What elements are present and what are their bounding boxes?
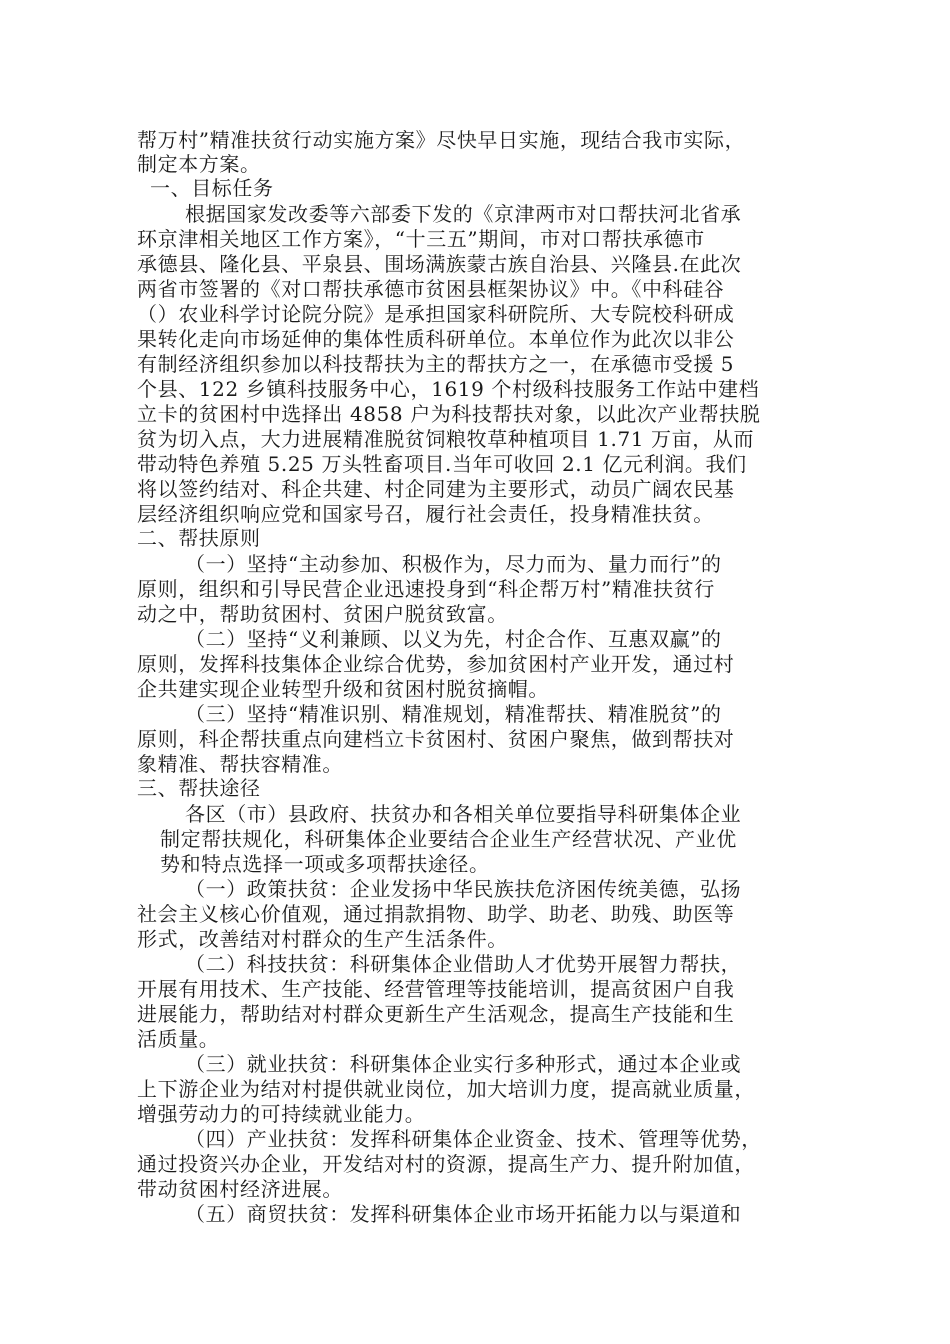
body-text-line: 通过投资兴办企业，开发结对村的资源，提高生产力、提升附加值，: [137, 1152, 755, 1176]
body-text-line: 帮万村”精准扶贫行动实施方案》尽快早日实施，现结合我市实际，: [137, 128, 746, 152]
body-text-line: 开展有用技术、生产技能、经营管理等技能培训，提高贫困户自我: [137, 977, 735, 1001]
body-text-line: 制定帮扶规化，科研集体企业要结合企业生产经营状况、产业优: [160, 827, 737, 851]
body-text-line: 果转化走向市场延伸的集体性质科研单位。本单位作为此次以非公: [137, 327, 735, 351]
body-text-line: 势和特点选择一项或多项帮扶途径。: [160, 852, 490, 876]
paragraph-first-line: （一）坚持“主动参加、积极作为，尽力而为、量力而行”的: [185, 552, 722, 576]
paragraph-first-line: （二）坚持“义利兼顾、以义为先，村企合作、互惠双赢”的: [185, 627, 722, 651]
paragraph-first-line: 各区（市）县政府、扶贫办和各相关单位要指导科研集体企业: [185, 802, 742, 826]
paragraph-first-line: 根据国家发改委等六部委下发的《京津两市对口帮扶河北省承: [185, 202, 742, 226]
body-text-line: 带动贫困村经济进展。: [137, 1177, 343, 1201]
paragraph-first-line: （一）政策扶贫：企业发扬中华民族扶危济困传统美德，弘扬: [185, 877, 742, 901]
body-text-line: 进展能力，帮助结对村群众更新生产生活观念，提高生产技能和生: [137, 1002, 735, 1026]
body-text-line: 原则，发挥科技集体企业综合优势，参加贫困村产业开发，通过村: [137, 652, 735, 676]
section-heading: 三、帮扶途径: [137, 776, 261, 800]
section-heading: 一、目标任务: [150, 176, 274, 200]
body-text-line: 企共建实现企业转型升级和贫困村脱贫摘帽。: [137, 677, 549, 701]
paragraph-first-line: （五）商贸扶贫：发挥科研集体企业市场开拓能力以与渠道和: [185, 1202, 742, 1226]
body-text-line: （）农业科学讨论院分院》是承担国家科研院所、大专院校科研成: [137, 302, 735, 326]
paragraph-first-line: （三）坚持“精准识别、精准规划，精准帮扶、精准脱贫”的: [185, 702, 722, 726]
body-text-line: 贫为切入点，大力进展精准脱贫饲粮牧草种植项目 1.71 万亩，从而: [137, 427, 755, 451]
body-text-line: 制定本方案。: [137, 152, 261, 176]
paragraph-first-line: （四）产业扶贫：发挥科研集体企业资金、技术、管理等优势，: [185, 1127, 762, 1151]
body-text-line: 将以签约结对、科企共建、村企同建为主要形式，动员广阔农民基: [137, 477, 735, 501]
paragraph-first-line: （二）科技扶贫：科研集体企业借助人才优势开展智力帮扶，: [185, 952, 742, 976]
section-heading: 二、帮扶原则: [137, 526, 261, 550]
body-text-line: 承德县、隆化县、平泉县、围场满族蒙古族自治县、兴隆县.在此次: [137, 252, 742, 276]
body-text-line: 活质量。: [137, 1027, 220, 1051]
body-text-line: 原则，科企帮扶重点向建档立卡贫困村、贫困户聚焦，做到帮扶对: [137, 727, 735, 751]
body-text-line: 原则，组织和引导民营企业迅速投身到“科企帮万村”精准扶贫行: [137, 577, 715, 601]
body-text-line: 象精准、帮扶容精准。: [137, 752, 343, 776]
body-text-line: 有制经济组织参加以科技帮扶为主的帮扶方之一，在承德市受援 5: [137, 352, 735, 376]
body-text-line: 两省市签署的《对口帮扶承德市贫困县框架协议》中。《中科硅谷: [137, 277, 725, 301]
body-text-line: 增强劳动力的可持续就业能力。: [137, 1102, 426, 1126]
body-text-line: 动之中，帮助贫困村、贫困户脱贫致富。: [137, 602, 508, 626]
body-text-line: 形式，改善结对村群众的生产生活条件。: [137, 927, 508, 951]
paragraph-first-line: （三）就业扶贫：科研集体企业实行多种形式，通过本企业或: [185, 1052, 742, 1076]
body-text-line: 环京津相关地区工作方案》，“十三五”期间，市对口帮扶承德市: [137, 227, 705, 251]
body-text-line: 个县、122 乡镇科技服务中心，1619 个村级科技服务工作站中建档: [137, 377, 760, 401]
body-text-line: 带动特色养殖 5.25 万头牲畜项目.当年可收回 2.1 亿元利润。我们: [137, 452, 747, 476]
body-text-line: 上下游企业为结对村提供就业岗位，加大培训力度，提高就业质量，: [137, 1077, 755, 1101]
body-text-line: 层经济组织响应党和国家号召，履行社会责任，投身精准扶贫。: [137, 502, 714, 526]
body-text-line: 立卡的贫困村中选择出 4858 户为科技帮扶对象，以此次产业帮扶脱: [137, 402, 761, 426]
body-text-line: 社会主义核心价值观，通过捐款捐物、助学、助老、助残、助医等: [137, 902, 735, 926]
